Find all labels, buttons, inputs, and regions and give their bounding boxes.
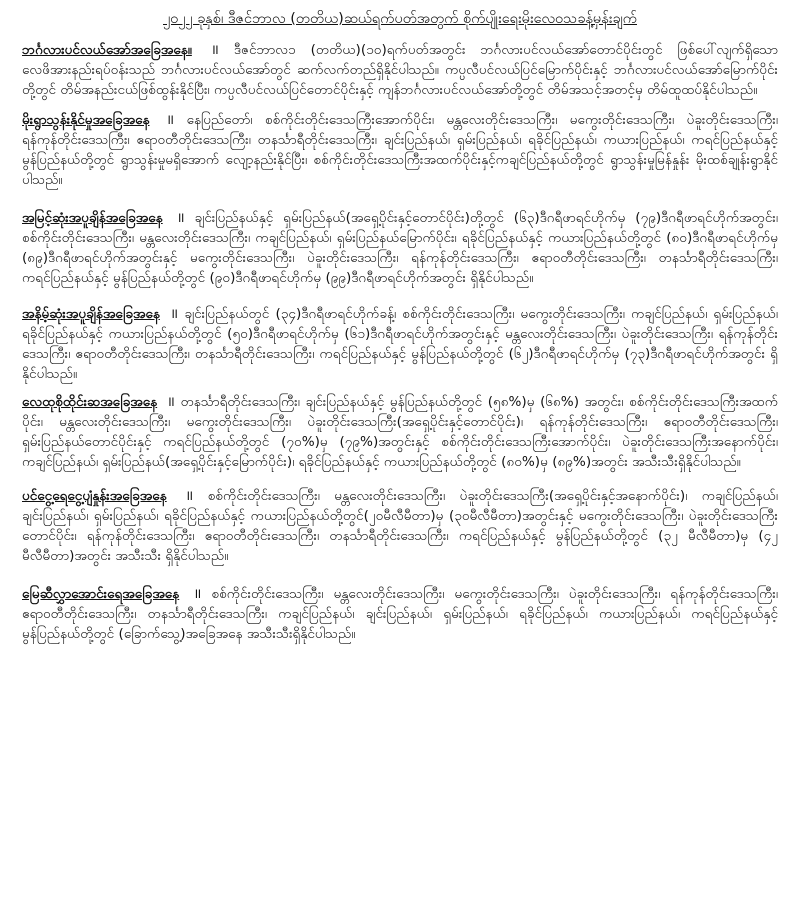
section-text: ॥ ချင်းပြည်နယ်နှင့် ရှမ်းပြည်နယ်(အရှေ့ပိုင်းနှင့်တောင်ပိုင်း)တို့တွင် (၆၃)ဒီဂရီဖာရင်ဟိုက်မှ (၇၉)ဒီဂရီဖာရင်ဟိုက်အတွင်း၊ စစ်ကိုင်းတိုင်းဒေသကြီး၊ မန္တလေးတိုင်းဒေသကြီး၊ ကချင်ပြည်နယ်၊ ရှမ်းပြည်နယ်မြောက်ပိုင်း၊ ရခိုင်ပြည်နယ်နှင့် ကယားပြည်နယ်တို့တွင် (၈၀)ဒီဂရီဖာရင်ဟိုက်မှ (၈၉)ဒီဂရီဖာရင်ဟိုက်အတွင်းနှင့် မကွေးတိုင်းဒေသကြီး၊ ပဲခူးတိုင်းဒေသကြီး၊ ရန်ကုန်တိုင်းဒေသကြီး၊ ဧရာဝတီတိုင်းဒေသကြီး၊ တနင်္သာရီတိုင်းဒေသကြီး၊ ကရင်ပြည်နယ်နှင့် မွန်ပြည်နယ်တို့တွင် (၉၀)ဒီဂရီဖာရင်ဟိုက်မှ (၉၉)ဒီဂရီဖာရင်ဟိုက်အတွင်း ရှိနိုင်ပါသည်။ <box>22 210 778 286</box>
section-text: ॥ စစ်ကိုင်းတိုင်းဒေသကြီး၊ မန္တလေးတိုင်းဒေသကြီး၊ ပဲခူးတိုင်းဒေသကြီး(အရှေ့ပိုင်းနှင့်အနောက်ပိုင်း)၊ ကချင်ပြည်နယ်၊ ချင်းပြည်နယ်၊ ရှမ်းပြည်နယ်၊ ရခိုင်ပြည်နယ်နှင့် ကယားပြည်နယ်တို့တွင်(၂၀မီလီမီတာ)မှ (၃၀မီလီမီတာ)အတွင်းနှင့် မကွေးတိုင်းဒေသကြီး၊ ပဲခူးတိုင်းဒေသကြီးတောင်ပိုင်း၊ ရန်ကုန်တိုင်းဒေသကြီး၊ ဧရာဝတီတိုင်းဒေသကြီး၊ တနင်္သာရီတိုင်းဒေသကြီး၊ ကရင်ပြည်နယ်နှင့် မွန်ပြည်နယ်တို့တွင် (၃၂ မီလီမီတာ)မှ (၄၂ မီလီမီတာ)အတွင်း အသီးသီး ရှိနိုင်ပါသည်။ <box>22 488 778 564</box>
section-heading: လေထုစိုထိုင်းဆအခြေအနေ <box>22 394 158 410</box>
section-text: ॥ ဒီဇင်ဘာလ၁ (တတိယ)(၁၀)ရက်ပတ်အတွင်း ဘင်္ဂလားပင်လယ်အော်တောင်ပိုင်းတွင် ဖြစ်ပေါ်လျက်ရှိသော လေဖိအားနည်းရပ်ဝန်းသည် ဘင်္ဂလားပင်လယ်အော်တွင် ဆက်လက်တည်ရှိနိုင်ပါသည်။ ကပ္ပလီပင်လယ်ပြင်မြောက်ပိုင်းနှင့် ဘင်္ဂလားပင်လယ်အော်မြောက်ပိုင်းတို့တွင် တိမ်အနည်းငယ်ဖြစ်ထွန်းနိုင်ပြီး၊ ကပ္ပလီပင်လယ်ပြင်တောင်ပိုင်းနှင့် ကျန်ဘင်္ဂလားပင်လယ်အော်တို့တွင် တိမ်အသင့်အတင့်မှ တိမ်ထူထပ်နိုင်ပါသည်။ <box>22 42 778 98</box>
section-text: ॥ တနင်္သာရီတိုင်းဒေသကြီး၊ ချင်းပြည်နယ်နှင့် မွန်ပြည်နယ်တို့တွင် (၅၈%)မှ (၆၈%) အတွင်း၊ စစ်ကိုင်းတိုင်းဒေသကြီးအထက်ပိုင်း၊ မန္တလေးတိုင်းဒေသကြီး၊ မကွေးတိုင်းဒေသကြီး၊ ပဲခူးတိုင်းဒေသကြီး(အရှေ့ပိုင်းနှင့်တောင်ပိုင်း)၊ ရန်ကုန်တိုင်းဒေသကြီး၊ ဧရာဝတီတိုင်းဒေသကြီး၊ ရှမ်းပြည်နယ်တောင်ပိုင်းနှင့် ကရင်ပြည်နယ်တို့တွင် (၇၀%)မှ (၇၉%)အတွင်းနှင့် စစ်ကိုင်းတိုင်းဒေသကြီးအောက်ပိုင်း၊ ပဲခူးတိုင်းဒေသကြီးအနောက်ပိုင်း၊ ကချင်ပြည်နယ်၊ ရှမ်းပြည်နယ်(အရှေ့ပိုင်းနှင့်မြောက်ပိုင်း)၊ ရခိုင်ပြည်နယ်နှင့် ကယားပြည်နယ်တို့တွင် (၈၀%)မှ (၈၉%)အတွင်း အသီးသီးရှိနိုင်ပါသည်။ <box>22 394 779 470</box>
section-text: ॥ စစ်ကိုင်းတိုင်းဒေသကြီး၊ မန္တလေးတိုင်းဒေသကြီး၊ မကွေးတိုင်းဒေသကြီး၊ ပဲခူးတိုင်းဒေသကြီး၊ ရန်ကုန်တိုင်းဒေသကြီး၊ ဧရာဝတီတိုင်းဒေသကြီး၊ တနင်္သာရီတိုင်းဒေသကြီး၊ ကချင်ပြည်နယ်၊ ချင်းပြည်နယ်၊ ရှမ်းပြည်နယ်၊ ရခိုင်ပြည်နယ်၊ ကယားပြည်နယ်၊ ကရင်ပြည်နယ်နှင့် မွန်ပြည်နယ်တို့တွင် (ခြောက်သွေ့)အခြေအနေ အသီးသီးရှိနိုင်ပါသည်။ <box>22 586 778 642</box>
section-humidity <box>22 392 778 472</box>
section-heading: အနိမ့်ဆုံးအပူချိန်အခြေအနေ <box>22 306 160 322</box>
section-bay-of-bengal <box>22 40 778 100</box>
section-soil-moisture <box>22 584 778 644</box>
section-heading: ဘင်္ဂလားပင်လယ်အော်အခြေအနေ။ <box>22 42 192 58</box>
section-max-temperature <box>22 208 778 288</box>
section-evapotranspiration <box>22 486 778 566</box>
section-text: ॥ နေပြည်တော်၊ စစ်ကိုင်းတိုင်းဒေသကြီးအောက်ပိုင်း၊ မန္တလေးတိုင်းဒေသကြီး၊ မကွေးတိုင်းဒေသကြီး၊ ပဲခူးတိုင်းဒေသကြီး၊ ရန်ကုန်တိုင်းဒေသကြီး၊ ဧရာဝတီတိုင်းဒေသကြီး၊ တနင်္သာရီတိုင်းဒေသကြီး၊ ချင်းပြည်နယ်၊ ရှမ်းပြည်နယ်၊ ရခိုင်ပြည်နယ်၊ ကယားပြည်နယ်၊ ကရင်ပြည်နယ်နှင့် မွန်ပြည်နယ်တို့တွင် ရွာသွန်းမှုမရှိအောက် လျော့နည်းနိုင်ပြီး၊ စစ်ကိုင်းတိုင်းဒေသကြီးအထက်ပိုင်းနှင့်ကချင်ပြည်နယ်တို့တွင် ရွာသွန်းမှုမြန်နှုန်း မိုးထစ်ချုန်းရွာနိုင်ပါသည်။ <box>22 112 778 188</box>
document-title: ၂၀၂၂ ခုနှစ်၊ ဒီဇင်ဘာလ (တတိယ)ဆယ်ရက်ပတ်အတွက် စိုက်ပျိုးရေးမိုးလေဝသခန့်မှန်းချက် <box>163 11 637 27</box>
section-min-temperature <box>22 304 778 384</box>
section-heading: မြေဆီလွှာအောင်းရေအခြေအနေ <box>22 586 180 602</box>
section-heading: အမြင့်ဆုံးအပူချိန်အခြေအနေ <box>22 210 163 226</box>
section-rainfall <box>22 110 778 190</box>
section-heading: မိုးရွာသွန်းနိုင်မှုအခြေအနေ <box>22 112 150 128</box>
section-text: ॥ ချင်းပြည်နယ်တွင် (၃၄)ဒီဂရီဖာရင်ဟိုက်ခန့်၊ စစ်ကိုင်းတိုင်းဒေသကြီး၊ မကွေးတိုင်းဒေသကြီး၊ ကချင်ပြည်နယ်၊ ရှမ်းပြည်နယ်၊ ရခိုင်ပြည်နယ်နှင့် ကယားပြည်နယ်တို့တွင် (၅၀)ဒီဂရီဖာရင်ဟိုက်မှ (၆၁)ဒီဂရီဖာရင်ဟိုက်အတွင်းနှင့် မန္တလေးတိုင်းဒေသကြီး၊ ပဲခူးတိုင်းဒေသကြီး၊ ရန်ကုန်တိုင်းဒေသကြီး၊ ဧရာဝတီတိုင်းဒေသကြီး၊ တနင်္သာရီတိုင်းဒေသကြီး၊ ကရင်ပြည်နယ်နှင့် မွန်ပြည်နယ်တို့တွင် (၆၂)ဒီဂရီဖာရင်ဟိုက်မှ (၇၃)ဒီဂရီဖာရင်ဟိုက်အတွင်း ရှိနိုင်ပါသည်။ <box>22 306 778 382</box>
section-heading: ပင်ငွေ့ရေငွေ့ပျံနှုန်းအခြေအနေ <box>22 488 167 504</box>
